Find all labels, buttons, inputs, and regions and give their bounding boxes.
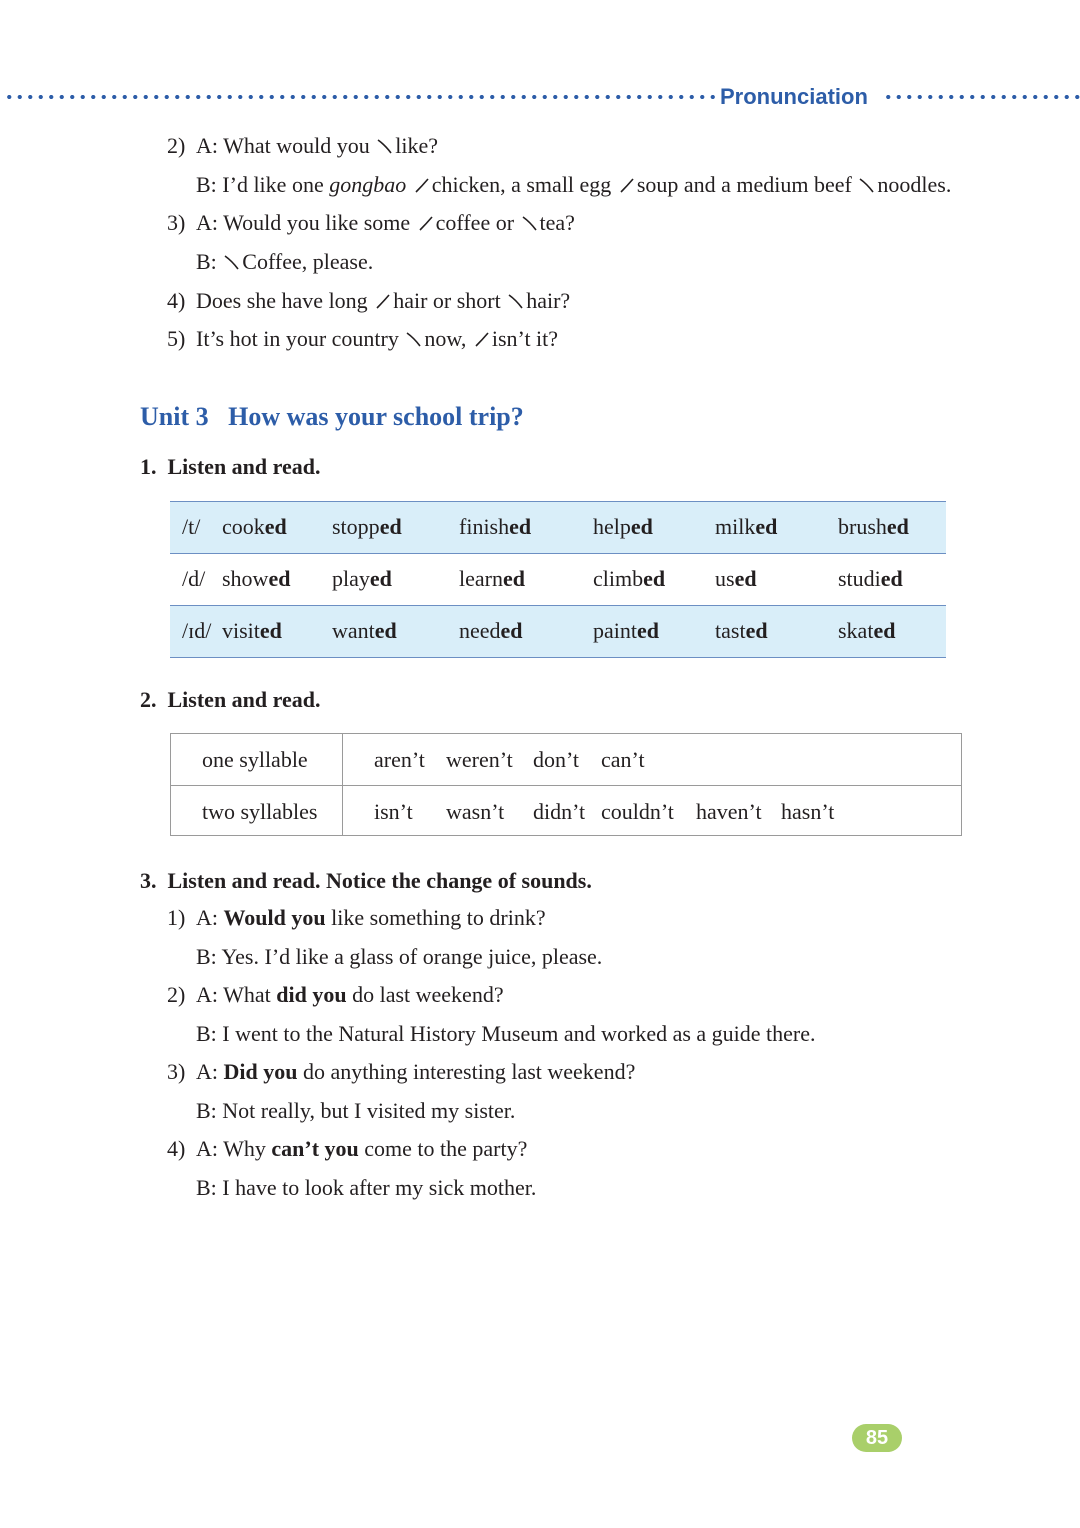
- sentence-part: noodles.: [877, 172, 952, 197]
- word-cell: didn’t: [533, 799, 586, 824]
- sentence-part: Why: [223, 1136, 266, 1161]
- rising-tone-icon: [374, 292, 392, 310]
- sentence-part: Does she have long: [196, 288, 368, 313]
- speaker-label: A:: [196, 133, 218, 158]
- word-cell: wasn’t: [446, 799, 505, 824]
- word-cell: isn’t: [374, 799, 413, 824]
- sentence-part: Coffee, please.: [242, 249, 374, 274]
- falling-tone-icon: [376, 137, 394, 155]
- sentence-part: tea?: [539, 210, 575, 235]
- sentence-part: do last weekend?: [352, 982, 504, 1007]
- word-cell: brushed: [838, 514, 909, 539]
- word-cell: used: [715, 566, 757, 591]
- speaker-label: B:: [196, 1021, 217, 1046]
- rising-tone-icon: [413, 176, 431, 194]
- word-cell: climbed: [593, 566, 666, 591]
- intonation-item-2b: [196, 171, 951, 199]
- sentence-part: hair?: [526, 288, 571, 313]
- item-number: 4): [167, 288, 186, 313]
- sound-symbol: /t/: [182, 514, 201, 539]
- word-cell: showed: [222, 566, 291, 591]
- word-cell: couldn’t: [601, 799, 674, 824]
- sentence-part: come to the party?: [364, 1136, 528, 1161]
- header-title: Pronunciation: [720, 84, 868, 109]
- word-cell: stopped: [332, 514, 402, 539]
- dialogue-4b: [196, 1174, 536, 1202]
- dotted-rule-left: [4, 95, 716, 99]
- speaker-label: B:: [196, 1098, 217, 1123]
- word-cell: aren’t: [374, 747, 425, 772]
- linked-words: did you: [276, 982, 347, 1007]
- dotted-rule-right: [883, 95, 1080, 99]
- sentence-part: soup and a medium beef: [636, 172, 852, 197]
- sound-symbol: /ɪd/: [182, 618, 212, 643]
- word-cell: studied: [838, 566, 903, 591]
- speaker-label: A:: [196, 982, 218, 1007]
- sentence-part: like?: [395, 133, 439, 158]
- word-cell: learned: [459, 566, 525, 591]
- sentence-part: hair or short: [393, 288, 501, 313]
- section-3-title: 3. Listen and read. Notice the change of sounds.: [140, 868, 592, 893]
- sound-symbol: /d/: [182, 566, 206, 591]
- sentence-part: now,: [424, 326, 467, 351]
- speaker-label: A:: [196, 210, 218, 235]
- page-header: [0, 84, 1080, 110]
- word-cell: wanted: [332, 618, 397, 643]
- page-number: 85: [852, 1424, 902, 1452]
- ed-pronunciation-table: [170, 501, 946, 658]
- sentence-part: chicken, a small egg: [431, 172, 612, 197]
- word-cell: needed: [459, 618, 523, 643]
- dialogue-1b: [196, 943, 602, 971]
- item-number: 3): [167, 210, 186, 235]
- table-row: [171, 734, 961, 785]
- sentence-part: What: [223, 982, 271, 1007]
- falling-tone-icon: [507, 292, 525, 310]
- sentence-part: like something to drink?: [331, 905, 546, 930]
- falling-tone-icon: [858, 176, 876, 194]
- column-divider: [342, 734, 343, 835]
- falling-tone-icon: [405, 330, 423, 348]
- speaker-label: B:: [196, 172, 217, 197]
- word-cell: weren’t: [446, 747, 513, 772]
- linked-words: Would you: [223, 905, 326, 930]
- speaker-label: A:: [196, 905, 218, 930]
- word-cell: painted: [593, 618, 659, 643]
- item-number: 4): [167, 1136, 186, 1161]
- intonation-item-3b: [196, 248, 373, 276]
- sentence-part: It’s hot in your country: [196, 326, 399, 351]
- sentence-part: isn’t it?: [491, 326, 559, 351]
- word-cell: played: [332, 566, 392, 591]
- sentence-part: Yes. I’d like a glass of orange juice, please.: [221, 944, 603, 969]
- sentence-part: coffee or: [435, 210, 515, 235]
- speaker-label: B:: [196, 944, 217, 969]
- item-number: 2): [167, 133, 186, 158]
- rising-tone-icon: [473, 330, 491, 348]
- italic-term: gongbao: [329, 172, 407, 197]
- speaker-label: B:: [196, 1175, 217, 1200]
- unit-title: Unit 3 How was your school trip?: [140, 402, 524, 431]
- speaker-label: B:: [196, 249, 217, 274]
- section-1-title: 1. Listen and read.: [140, 454, 321, 479]
- word-cell: milked: [715, 514, 778, 539]
- sentence-part: I have to look after my sick mother.: [222, 1175, 537, 1200]
- sentence-part: Not really, but I visited my sister.: [222, 1098, 516, 1123]
- rising-tone-icon: [618, 176, 636, 194]
- word-cell: skated: [838, 618, 896, 643]
- dialogue-3b: [196, 1097, 515, 1125]
- table-row: [170, 501, 946, 554]
- word-cell: hasn’t: [781, 799, 835, 824]
- item-number: 2): [167, 982, 186, 1007]
- item-number: 5): [167, 326, 186, 351]
- word-cell: visited: [222, 618, 282, 643]
- item-number: 3): [167, 1059, 186, 1084]
- table-row: [170, 606, 946, 658]
- linked-words: can’t you: [271, 1136, 359, 1161]
- falling-tone-icon: [223, 253, 241, 271]
- word-cell: cooked: [222, 514, 287, 539]
- rising-tone-icon: [417, 214, 435, 232]
- word-cell: haven’t: [696, 799, 762, 824]
- sentence-part: I went to the Natural History Museum and worked as a guide there.: [222, 1021, 816, 1046]
- item-number: 1): [167, 905, 186, 930]
- falling-tone-icon: [521, 214, 539, 232]
- word-cell: can’t: [601, 747, 645, 772]
- linked-words: Did you: [223, 1059, 298, 1084]
- sentence-part: What would you: [223, 133, 370, 158]
- speaker-label: A:: [196, 1136, 218, 1161]
- row-label: two syllables: [202, 799, 318, 824]
- sentence-part: I’d like one: [222, 172, 324, 197]
- word-cell: finished: [459, 514, 532, 539]
- sentence-part: do anything interesting last weekend?: [302, 1059, 636, 1084]
- table-row: [171, 785, 961, 837]
- word-cell: tasted: [715, 618, 768, 643]
- table-row: [170, 554, 946, 606]
- word-cell: don’t: [533, 747, 580, 772]
- syllable-table: [170, 733, 962, 836]
- sentence-part: Would you like some: [223, 210, 411, 235]
- section-2-title: 2. Listen and read.: [140, 687, 321, 712]
- dialogue-2b: [196, 1020, 816, 1048]
- word-cell: helped: [593, 514, 653, 539]
- row-label: one syllable: [202, 747, 308, 772]
- speaker-label: A:: [196, 1059, 218, 1084]
